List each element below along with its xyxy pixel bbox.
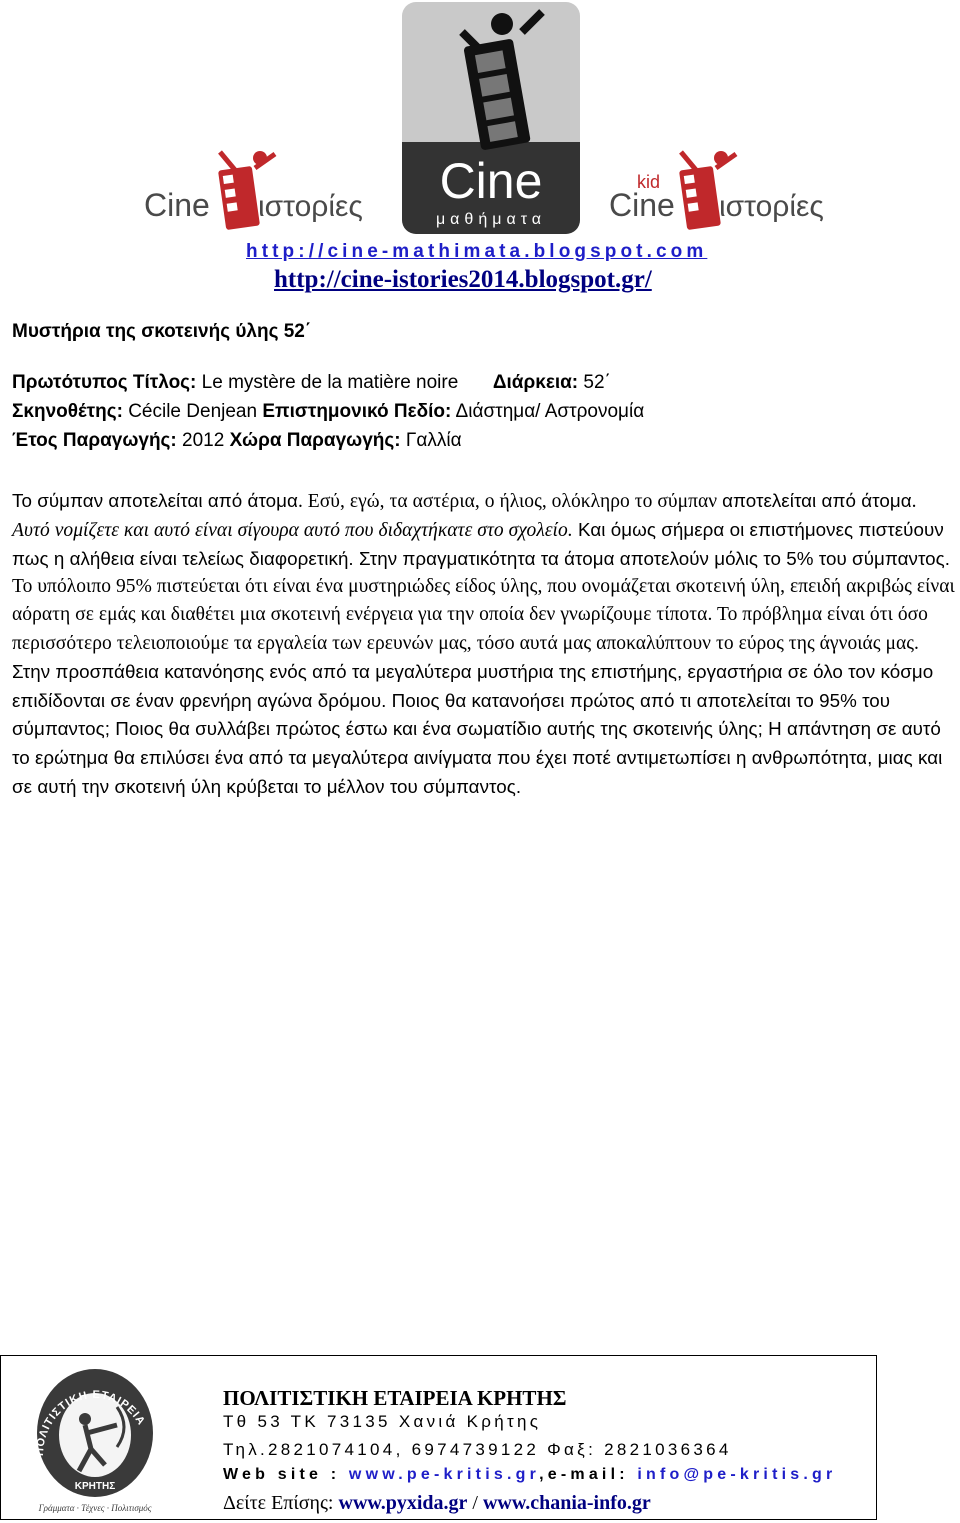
logo-word-kid: kid	[637, 172, 661, 192]
synopsis-sentence: Στην πραγματικότητα τα άτομα αποτελούν μόλις το 5% του σύμπαντος.	[353, 547, 951, 569]
synopsis-sentence: . Εσύ, εγώ, τα αστέρια, ο ήλιος, ολόκληρο το σύμπαν	[297, 491, 723, 512]
see-also-line	[223, 1492, 651, 1515]
duration-value: 52΄	[578, 372, 611, 393]
org-phones: Τηλ.2821074104, 6974739122 Φαξ: 2821036364	[223, 1440, 732, 1459]
meta-row-title-duration	[12, 372, 611, 394]
meta-row-year-country	[12, 430, 462, 452]
org-address: Τθ 53 ΤΚ 73135 Χανιά Κρήτης	[223, 1412, 542, 1431]
synopsis-sentence: Στην προσπάθεια κατανόησης ενός από τα μεγαλύτερα μυστήρια της επιστήμης, εργαστήρια σε όλο τον κόσμο επιδίδονται σε έναν φρενήρη αγώνα δρόμου. Ποιος θα κατανοήσει πρώτος από τι αποτελείται το 95% του σύμπαντος; Ποιος θα συλλάβει πρώτος έστω και ένα σωματίδιο αυτής της σκοτεινής ύλης; Η απάντηση σε αυτό το ερώτημα θα επιλύσει ένα από τα μεγαλύτερα αινίγματα που έχει ποτέ αντιμετωπίσει η ανθρωπότητα, μιας και σε αυτή την σκοτεινή ύλη κρύβεται το μέλλον του σύμπαντος.	[12, 660, 943, 797]
duration-label: Διάρκεια:	[492, 372, 579, 393]
society-seal-logo	[13, 1361, 183, 1516]
org-name: ΠΟΛΙΤΙΣΤΙΚΗ ΕΤΑΙΡΕΙΑ ΚΡΗΤΗΣ	[223, 1386, 567, 1410]
director-label: Σκηνοθέτης:	[12, 401, 123, 422]
synopsis-sentence: αποτελείται από άτομα	[722, 490, 912, 511]
pyxida-link[interactable]: www.pyxida.gr	[338, 1492, 468, 1514]
country-label: Χώρα Παραγωγής:	[229, 430, 401, 451]
synopsis-sentence: .	[911, 491, 917, 512]
web-label: Web site :	[223, 1466, 349, 1483]
logo-word-cine: Cine	[144, 187, 210, 223]
logo-word-mathimata: μαθήματα	[435, 211, 547, 228]
synopsis-sentence-italic: Αυτό νομίζετε και αυτό είναι σίγουρα αυτό που διδαχτήκατε στο σχολείο.	[12, 519, 573, 541]
email-label: ,e-mail:	[539, 1466, 638, 1483]
chania-info-link[interactable]: www.chania-info.gr	[482, 1492, 651, 1514]
director-value: Cécile Denjean	[122, 401, 258, 422]
meta-row-director-field	[12, 401, 644, 423]
website-link[interactable]: www.pe-kritis.gr	[348, 1466, 540, 1483]
cine-istories-link[interactable]: http://cine-istories2014.blogspot.gr/	[274, 266, 652, 293]
seal-tagline: Γράμματα · Τέχνες · Πολιτισμός	[38, 1503, 152, 1513]
original-title-value: Le mystère de la matière noire	[196, 372, 459, 393]
synopsis-sentence: Και όμως σήμερα οι επιστήμονες πιστεύουν πως η αλήθεια είναι τελείως διαφορετική.	[12, 518, 944, 569]
seal-text-top: ΠΟΛΙΤΙΣΤΙΚΗ ΕΤΑΙΡΕΙΑ	[33, 1388, 148, 1457]
logo-word-istories: ιστορίες	[258, 190, 363, 223]
cine-mathimata-link[interactable]: http://cine-mathimata.blogspot.com	[246, 241, 708, 262]
see-also-label: Δείτε Επίσης:	[223, 1492, 339, 1514]
synopsis-sentence: Το υπόλοιπο 95% πιστεύεται ότι είναι ένα μυστηριώδες είδος ύλης, που ονομάζεται σκοτεινή ύλη, επειδή ακριβώς είναι αόρατη σε εμάς και διαθέτει μια σκοτεινή ενέργεια για την οποία δεν γνωρίζουμε τίποτα. Το πρόβλημα είναι ότι όσο περισσότερο τελειοποιούμε τα εργαλεία των ερευνών μας, τόσο αυτά μας αποκαλύπτουν το εύρος της άγνοιάς μας.	[12, 576, 955, 654]
field-value: Διάστημα/ Αστρονομία	[451, 401, 645, 422]
field-label: Επιστημονικό Πεδίο:	[262, 401, 452, 422]
cine-istories-logo	[140, 148, 370, 238]
logo-word-istories: ιστορίες	[719, 190, 824, 223]
synopsis-paragraph	[12, 487, 957, 802]
country-value: Γαλλία	[400, 430, 462, 451]
logo-word-cine: Cine	[439, 153, 543, 209]
cine-mathimata-logo	[402, 2, 580, 234]
see-also-separator: /	[467, 1492, 483, 1514]
footer-contact-box	[0, 1355, 877, 1520]
film-title: Μυστήρια της σκοτεινής ύλης 52΄	[12, 321, 312, 342]
original-title-label: Πρωτότυπος Τίτλος:	[12, 372, 197, 393]
org-web-email	[223, 1466, 836, 1484]
synopsis-sentence: Το σύμπαν αποτελείται από άτομα	[12, 490, 298, 511]
year-value: 2012	[176, 430, 225, 451]
year-label: Έτος Παραγωγής:	[12, 430, 177, 451]
logo-word-cine: Cine	[609, 187, 675, 223]
cine-istories-kid-logo	[605, 148, 830, 238]
seal-text-bottom: ΚΡΗΤΗΣ	[74, 1481, 116, 1492]
email-link[interactable]: info@pe-kritis.gr	[637, 1466, 837, 1483]
